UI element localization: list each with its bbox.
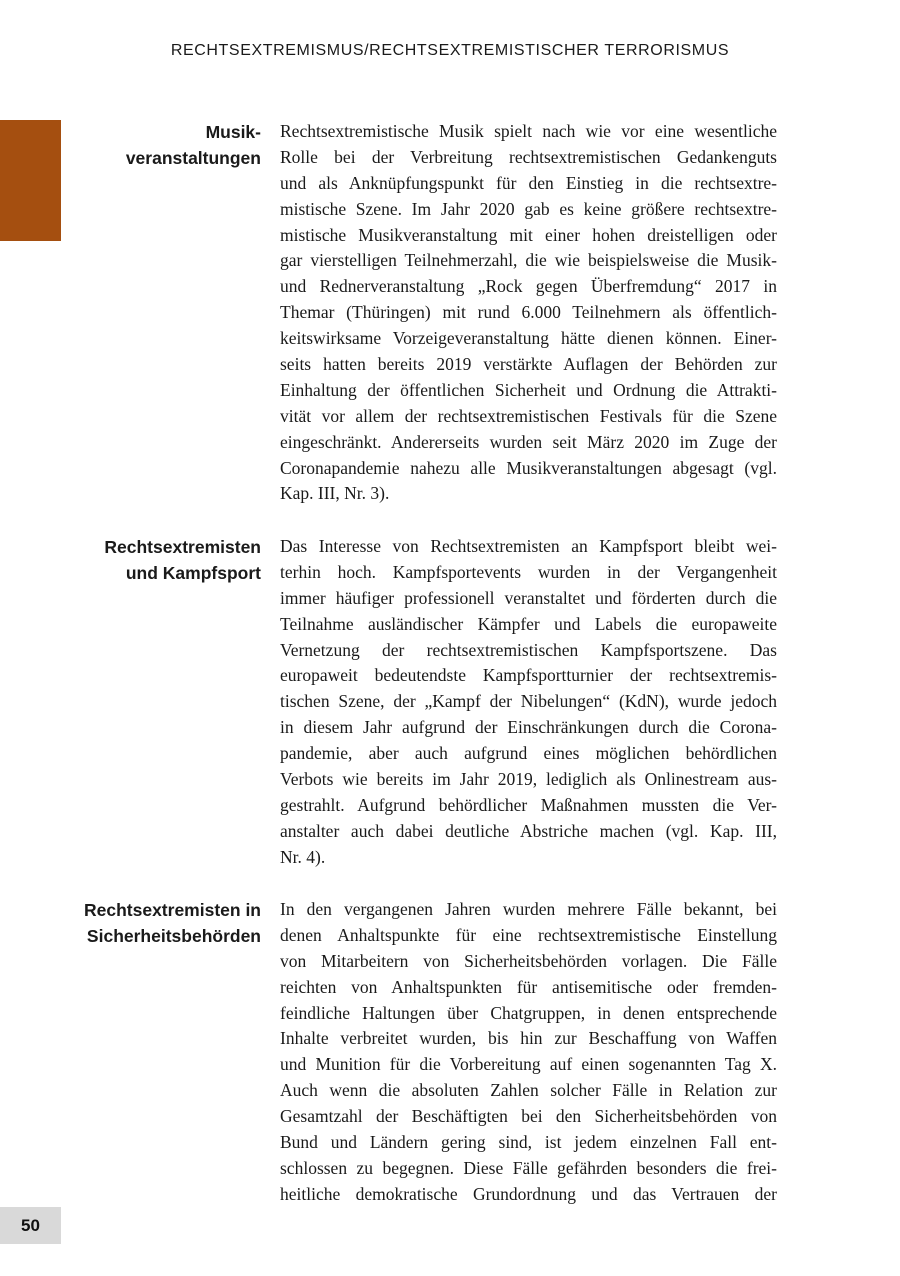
body-line: tischen Szene, der „Kampf der Nibelungen“ (KdN), wurde jedoch	[280, 691, 777, 712]
body-line: Inhalte verbreitet wurden, bis hin zur Beschaffung von Waffen	[280, 1028, 777, 1049]
body-line: und Munition für die Vorbereitung auf einen sogenannten Tag X.	[280, 1054, 777, 1075]
body-line: Rechtsextremistische Musik spielt nach wie vor eine wesentliche	[280, 121, 777, 141]
body-line: terhin hoch. Kampfsportevents wurden in der Vergangenheit	[280, 561, 777, 582]
body-line: anstalter auch dabei deutliche Abstriche machen (vgl. Kap. III,	[280, 820, 777, 841]
page-number-box	[0, 1207, 61, 1244]
body-line: Themar (Thüringen) mit rund 6.000 Teilnehmern als öffentlich-	[280, 302, 777, 323]
body-line: Kap. III, Nr. 3).	[280, 483, 390, 504]
body-line: Das Interesse von Rechtsextremisten an Kampfsport bleibt wei-	[280, 536, 777, 556]
body-line: Verbots wie bereits im Jahr 2019, lediglich als Onlinestream aus-	[280, 769, 777, 790]
body-line: eingeschränkt. Andererseits wurden seit März 2020 im Zuge der	[280, 431, 777, 452]
body-line: feindliche Haltungen über Chatgruppen, in denen entsprechende	[280, 1002, 777, 1023]
body-line: in diesem Jahr aufgrund der Einschränkungen durch die Corona-	[280, 717, 777, 738]
heading-line: Musik-	[205, 122, 261, 142]
section-body	[280, 119, 777, 507]
body-line: keitswirksame Vorzeigeveranstaltung hätte dienen können. Einer-	[280, 328, 777, 349]
section-body	[280, 534, 777, 871]
body-line: pandemie, aber auch aufgrund eines möglichen behördlichen	[280, 743, 777, 764]
body-line: von Mitarbeitern von Sicherheitsbehörden vorlagen. Die Fälle	[280, 950, 777, 971]
body-line: heitliche demokratische Grundordnung und das Vertrauen der	[280, 1183, 777, 1204]
body-line: und als Anknüpfungspunkt für den Einstieg in die rechtsextre-	[280, 172, 777, 193]
heading-line: veranstaltungen	[125, 148, 261, 168]
body-line: und Rednerveranstaltung „Rock gegen Überfremdung“ 2017 in	[280, 276, 777, 297]
body-line: vität vor allem der rechtsextremistischen Festivals für die Szene	[280, 405, 777, 426]
heading-line: Rechtsextremisten	[104, 537, 261, 557]
heading-line: Sicherheitsbehörden	[86, 926, 261, 946]
body-line: seits hatten bereits 2019 verstärkte Auflagen der Behörden zur	[280, 354, 777, 375]
body-line: gar vierstelligen Teilnehmerzahl, die wie beispielsweise die Musik-	[280, 250, 777, 271]
body-line: gestrahlt. Aufgrund behördlicher Maßnahmen mussten die Ver-	[280, 794, 777, 815]
running-header: RECHTSEXTREMISMUS/RECHTSEXTREMISTISCHER TERRORISMUS	[170, 42, 730, 59]
heading-line: Rechtsextremisten in	[83, 900, 261, 920]
body-line: Einhaltung der öffentlichen Sicherheit und Ordnung die Attrakti-	[280, 379, 777, 400]
body-line: Auch wenn die absoluten Zahlen solcher Fälle in Relation zur	[280, 1080, 777, 1101]
body-line: Nr. 4).	[280, 846, 326, 867]
body-line: mistische Musikveranstaltung mit einer hohen dreistelligen oder	[280, 224, 777, 245]
body-line: denen Anhaltspunkte für eine rechtsextremistische Einstellung	[280, 924, 777, 945]
section-body	[280, 897, 777, 1208]
section-heading	[21, 534, 261, 586]
body-line: europaweit bedeutendste Kampfsportturnier der rechtsextremis-	[280, 665, 777, 686]
body-line: schlossen zu begegnen. Diese Fälle gefährden besonders die frei-	[280, 1157, 777, 1178]
body-line: Rolle bei der Verbreitung rechtsextremistischen Gedankenguts	[280, 146, 777, 167]
section-heading	[21, 897, 261, 949]
body-line: In den vergangenen Jahren wurden mehrere Fälle bekannt, bei	[280, 899, 777, 919]
body-line: Gesamtzahl der Beschäftigten bei den Sicherheitsbehörden von	[280, 1106, 777, 1127]
body-line: immer häufiger professionell veranstaltet und förderten durch die	[280, 587, 777, 608]
body-line: Bund und Ländern gering sind, ist jedem einzelnen Fall ent-	[280, 1132, 777, 1153]
page-number: 50	[21, 1215, 40, 1235]
body-line: mistische Szene. Im Jahr 2020 gab es keine größere rechtsextre-	[280, 198, 777, 219]
body-line: Vernetzung der rechtsextremistischen Kampfsportszene. Das	[280, 639, 777, 660]
body-line: Coronapandemie nahezu alle Musikveranstaltungen abgesagt (vgl.	[280, 457, 777, 478]
section-heading	[21, 119, 261, 171]
heading-line: und Kampfsport	[125, 563, 261, 583]
body-line: Teilnahme ausländischer Kämpfer und Labels die europaweite	[280, 613, 777, 634]
body-line: reichten von Anhaltspunkten für antisemitische oder fremden-	[280, 976, 777, 997]
